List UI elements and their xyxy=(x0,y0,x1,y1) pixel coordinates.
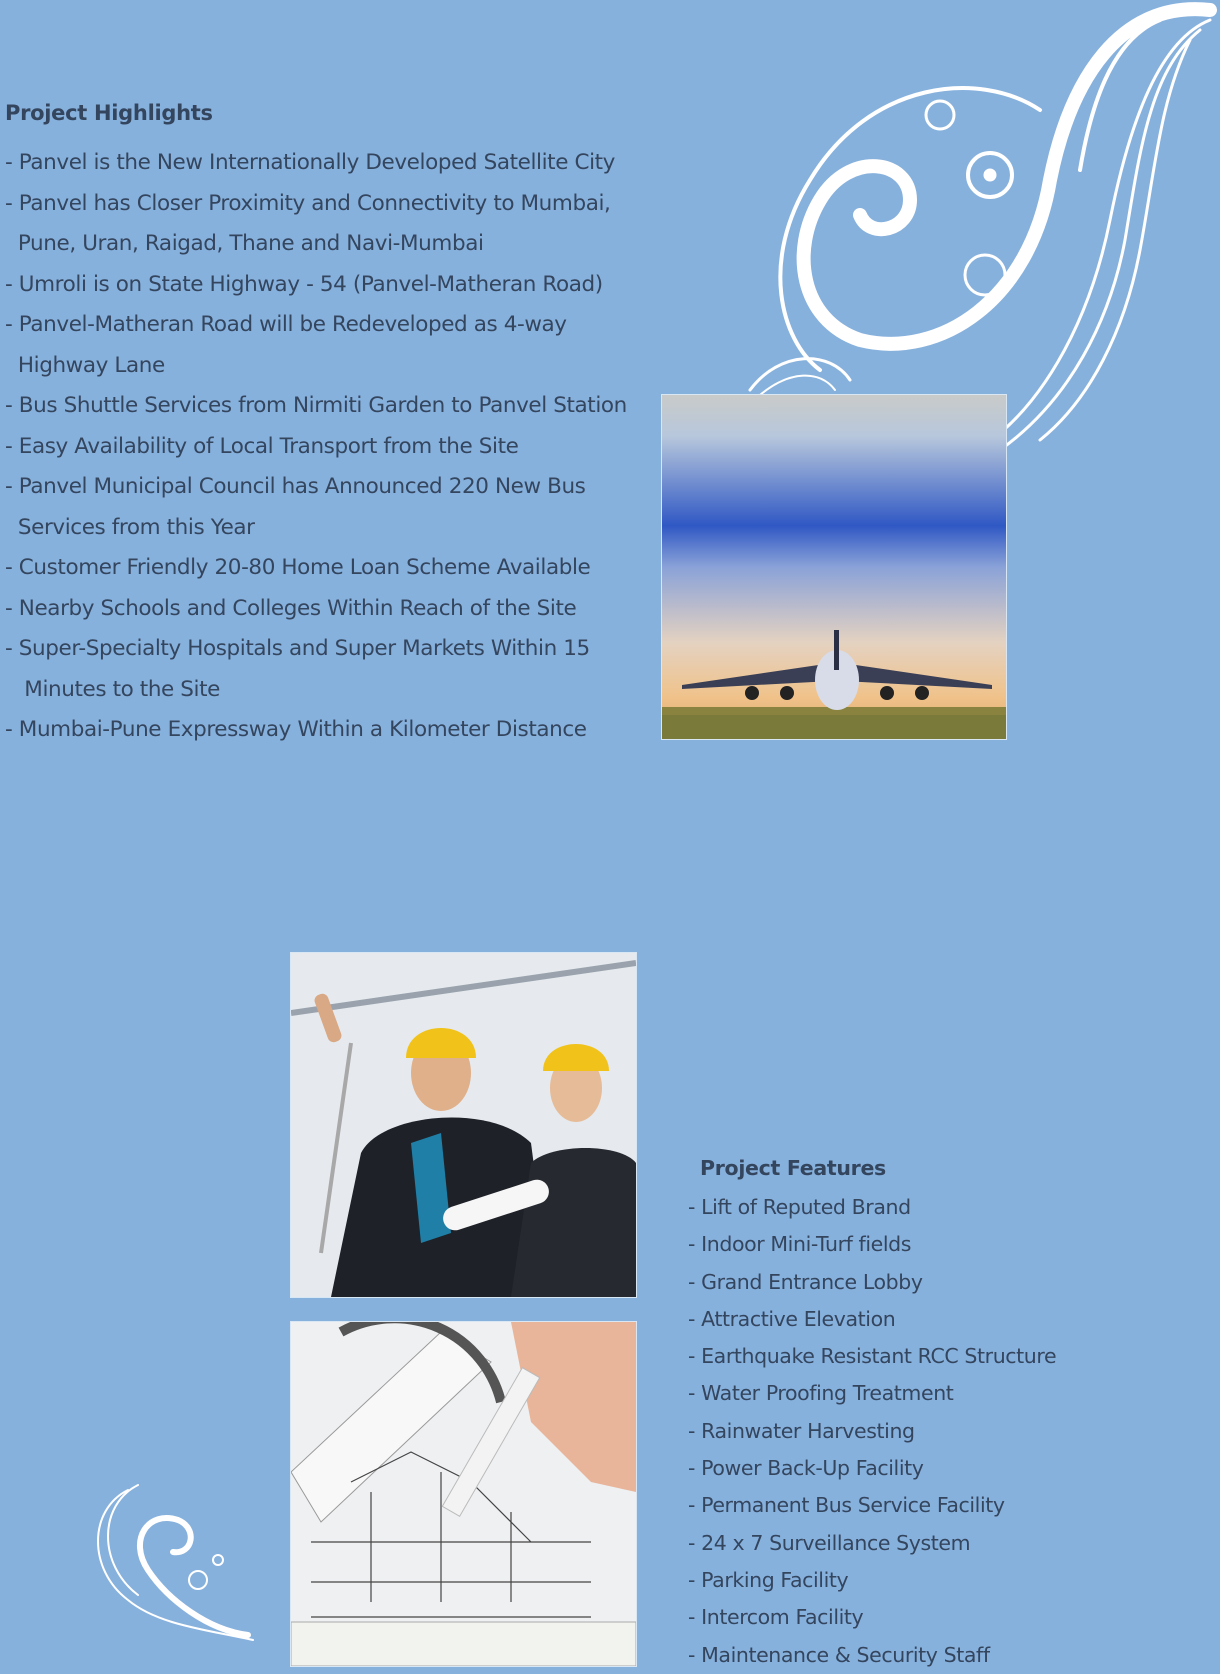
engineers-photo xyxy=(290,952,637,1298)
highlights-title: Project Highlights xyxy=(5,101,213,125)
list-item: - Panvel Municipal Council has Announced 220 New Bus xyxy=(5,474,586,499)
list-item: - Rainwater Harvesting xyxy=(688,1418,915,1443)
airplane-photo xyxy=(661,394,1007,740)
drafting-photo xyxy=(290,1321,637,1667)
list-item: - Mumbai-Pune Expressway Within a Kilometer Distance xyxy=(5,717,587,742)
list-item: - Power Back-Up Facility xyxy=(688,1456,924,1481)
list-item: - Permanent Bus Service Facility xyxy=(688,1493,1005,1518)
list-item: - Lift of Reputed Brand xyxy=(688,1195,911,1219)
list-item: - Maintenance & Security Staff xyxy=(688,1642,990,1667)
list-item: Highway Lane xyxy=(5,352,165,378)
list-item: - Indoor Mini-Turf fields xyxy=(688,1232,912,1257)
list-item: - Parking Facility xyxy=(688,1567,849,1592)
list-item: - Easy Availability of Local Transport from the Site xyxy=(5,433,519,459)
list-item: - 24 x 7 Surveillance System xyxy=(688,1530,971,1555)
list-item: - Panvel is the New Internationally Developed Satellite City xyxy=(5,150,616,175)
features-title: Project Features xyxy=(700,1156,886,1180)
list-item: - Nearby Schools and Colleges Within Reach of the Site xyxy=(5,595,577,621)
list-item: - Panvel has Closer Proximity and Connectivity to Mumbai, xyxy=(5,190,611,216)
list-item: - Grand Entrance Lobby xyxy=(688,1269,923,1294)
list-item: - Attractive Elevation xyxy=(688,1306,896,1331)
list-item: - Bus Shuttle Services from Nirmiti Garden to Panvel Station xyxy=(5,393,627,418)
list-item: - Earthquake Resistant RCC Structure xyxy=(688,1344,1057,1369)
list-item: - Panvel-Matheran Road will be Redeveloped as 4-way xyxy=(5,312,567,337)
swirl-ornament-bottom xyxy=(88,1480,258,1645)
list-item: Pune, Uran, Raigad, Thane and Navi-Mumbai xyxy=(5,231,484,256)
list-item: - Super-Specialty Hospitals and Super Markets Within 15 xyxy=(5,636,590,661)
list-item: - Water Proofing Treatment xyxy=(688,1381,954,1406)
list-item: Services from this Year xyxy=(5,514,255,540)
list-item: - Intercom Facility xyxy=(688,1605,864,1630)
list-item: Minutes to the Site xyxy=(5,676,220,702)
list-item: - Umroli is on State Highway - 54 (Panvel-Matheran Road) xyxy=(5,271,603,297)
list-item: - Customer Friendly 20-80 Home Loan Scheme Available xyxy=(5,555,591,580)
features-list xyxy=(688,1189,1056,1674)
highlights-list xyxy=(5,143,627,751)
